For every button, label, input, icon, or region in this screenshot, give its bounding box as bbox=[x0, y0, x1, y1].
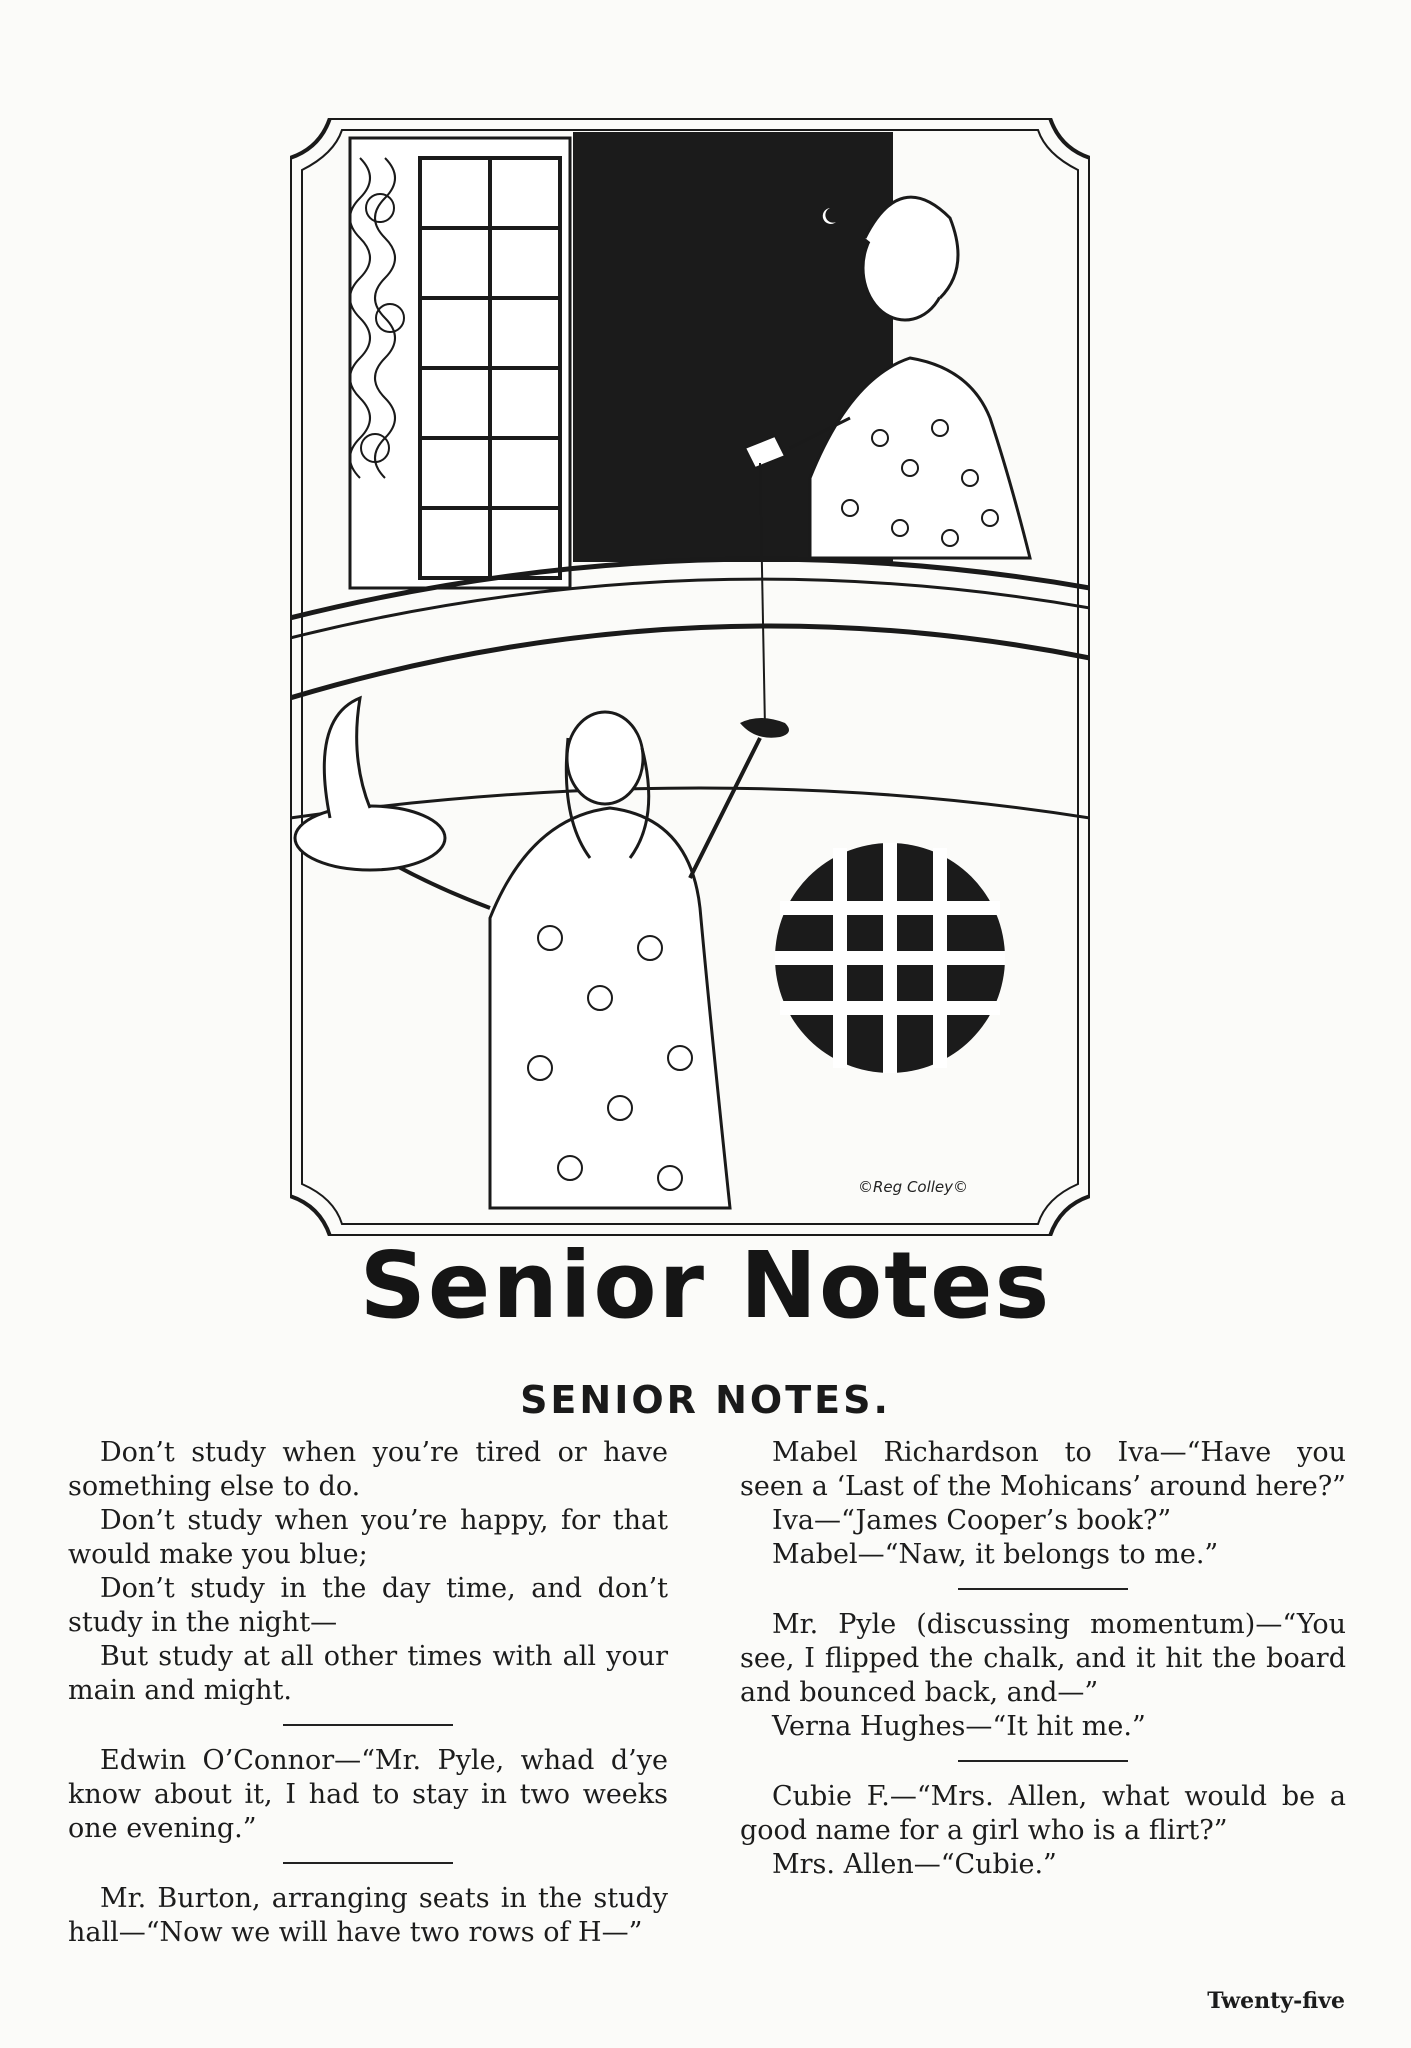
verse-line: Don’t study in the day time, and don’t study in the night— bbox=[68, 1573, 668, 1638]
verse-block bbox=[68, 1436, 668, 1708]
illustration bbox=[290, 118, 1090, 1236]
page-title: Senior Notes bbox=[359, 1232, 1052, 1339]
joke-line: Mabel Richardson to Iva—“Have you seen a ‘Last of the Mohicans’ around here?” bbox=[740, 1437, 1346, 1502]
joke-line: Cubie F.—“Mrs. Allen, what would be a good name for a girl who is a flirt?” bbox=[740, 1781, 1346, 1846]
section-divider bbox=[283, 1724, 453, 1726]
cavalier-figure bbox=[350, 712, 760, 1208]
verse-line: Don’t study when you’re tired or have something else to do. bbox=[68, 1437, 668, 1502]
joke-line: Edwin O’Connor—“Mr. Pyle, whad d’ye know about it, I had to stay in two weeks one evening.” bbox=[68, 1745, 668, 1844]
balcony-scene-drawing bbox=[290, 118, 1090, 1236]
joke-line: Mrs. Allen—“Cubie.” bbox=[772, 1849, 1057, 1880]
plumed-hat bbox=[295, 698, 445, 870]
joke-line: Verna Hughes—“It hit me.” bbox=[772, 1711, 1146, 1742]
page-number: Twenty-five bbox=[1207, 1988, 1345, 2014]
joke-line: Mabel—“Naw, it belongs to me.” bbox=[772, 1539, 1219, 1570]
joke-block bbox=[68, 1744, 668, 1846]
joke-block bbox=[68, 1882, 668, 1950]
section-subtitle: SENIOR NOTES. bbox=[520, 1378, 891, 1422]
barred-window bbox=[775, 843, 1005, 1073]
right-column bbox=[740, 1436, 1346, 1882]
section-divider bbox=[958, 1760, 1128, 1762]
joke-line: Mr. Burton, arranging seats in the study hall—“Now we will have two rows of H—” bbox=[68, 1883, 668, 1948]
joke-line: Mr. Pyle (discussing momentum)—“You see, I flipped the chalk, and it hit the board and bounced back, and—” bbox=[740, 1609, 1346, 1708]
shoe-icon bbox=[740, 718, 789, 738]
joke-line: Iva—“James Cooper’s book?” bbox=[772, 1505, 1172, 1536]
left-column bbox=[68, 1436, 668, 1950]
joke-block bbox=[740, 1780, 1346, 1882]
window-curtain bbox=[350, 138, 570, 588]
joke-block bbox=[740, 1608, 1346, 1744]
verse-line: Don’t study when you’re happy, for that would make you blue; bbox=[68, 1505, 668, 1570]
section-divider bbox=[283, 1862, 453, 1864]
artist-signature: ©Reg Colley© bbox=[858, 1178, 969, 1196]
section-divider bbox=[958, 1588, 1128, 1590]
verse-line: But study at all other times with all your main and might. bbox=[68, 1641, 668, 1706]
joke-block bbox=[740, 1436, 1346, 1572]
